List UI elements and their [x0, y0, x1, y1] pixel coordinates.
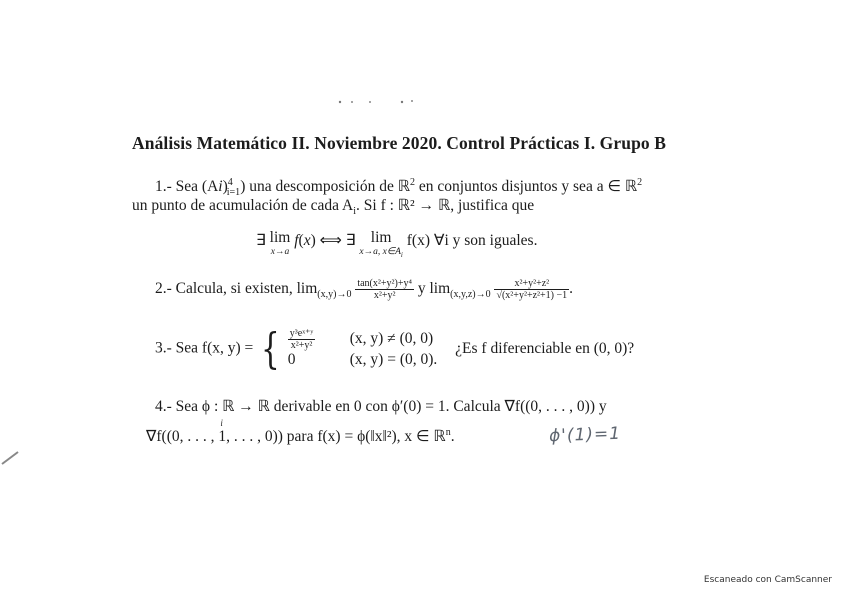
left-brace: {: [261, 323, 280, 373]
q1-line2: un punto de acumulación de cada $A_i$. Si f : ℝ² → ℝ, justifica que: [132, 197, 535, 218]
page-title: Análisis Matemático II. Noviembre 2020. Control Prácticas I. Grupo B: [132, 133, 667, 153]
handwritten-note: ϕ'(1)=1: [548, 423, 622, 447]
q2-line: 2.- Calcula, si existen, $\lim_{(x,y)\to 0}$ $\frac{\text{tan(x²+y²)+y⁴}}{\text{x²+y²}}$ y $\lim_{(x,y,z)\to 0}$ $\frac{\text{x²+y²+z²}}{\text{√(x²+y²+z²+1) −1}}$ .: [155, 278, 573, 301]
q2-fraction-1: $\frac{\text{tan(x²+y²)+y⁴}}{\text{x²+y²}}$: [357, 278, 412, 301]
q3-line: 3.- Sea f(x, y) = { $\frac{\text{y³eˣ⁺ʸ}}{\text{x²+y²}}$ (x, y) ≠ (0, 0) 0 (x, y) = (0, 0). ¿Es f diferenciable en (0, 0)?: [155, 323, 635, 373]
scan-artifact-left: [0, 448, 22, 468]
scan-artifact-top: [330, 98, 420, 106]
q4-line2: ∇f((0, . . . , i 1, . . . , 0)) para f(x) = ϕ(‖x‖²), x ∈ ℝ$^n$.: [146, 418, 455, 446]
q3-cases: $\frac{\text{y³eˣ⁺ʸ}}{\text{x²+y²}}$ (x, y) ≠ (0, 0) 0 (x, y) = (0, 0).: [287, 328, 438, 368]
q4-line1: 4.- Sea ϕ : ℝ → ℝ derivable en 0 con ϕ′(0) = 1. Calcula ∇f((0, . . . , 0)) y: [155, 398, 607, 415]
q2-fraction-2: $\frac{\text{x²+y²+z²}}{\text{√(x²+y²+z²+1) −1}}$: [496, 278, 568, 301]
q1-line1: 1.- Sea $(Ai)^4_{i=1}$) una descomposición de ℝ$^2$ en conjuntos disjuntos y sea a ∈ ℝ$^2$: [155, 177, 643, 199]
q1-formula: ∃ lim x→a f(x) ⟺ ∃ lim x→a, $x\in A_i$ f(x) ∀i y son iguales.: [256, 229, 538, 259]
camscanner-watermark: Escaneado con CamScanner: [703, 575, 832, 585]
